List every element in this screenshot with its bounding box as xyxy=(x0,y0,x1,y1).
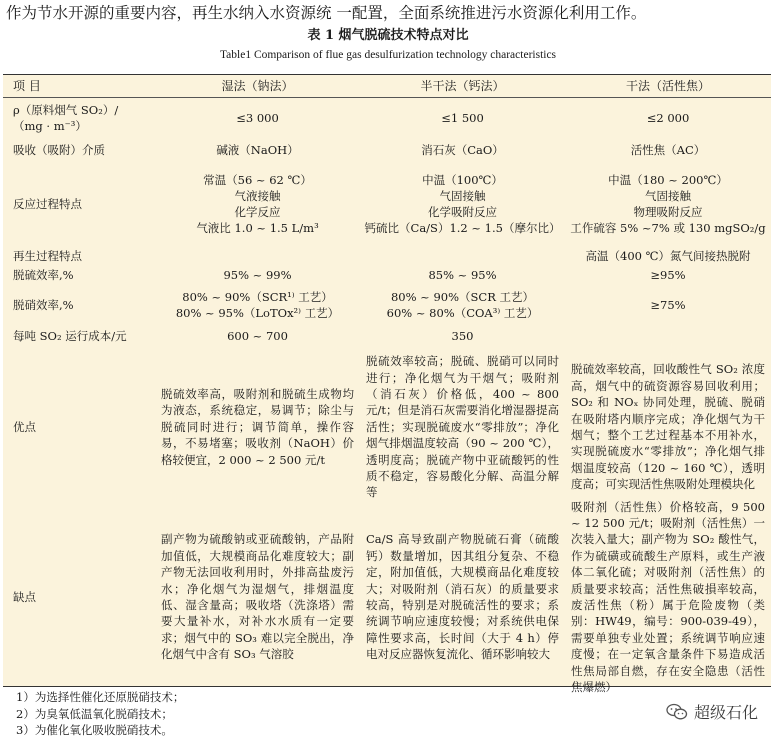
cell-text: 中温（100℃） xyxy=(422,173,503,187)
header-item: 项 目 xyxy=(13,79,41,93)
header-semi-dry-method: 半干法（钙法） xyxy=(420,79,505,93)
row-label xyxy=(3,265,155,284)
cell-text: 80% ~ 90%（SCR 工艺） xyxy=(390,290,535,304)
cell-wet-method xyxy=(155,265,360,284)
row-label xyxy=(3,162,155,246)
cell-semi-dry-method xyxy=(360,284,565,326)
footnote-3: 3）为催化氧化吸收脱硝技术。 xyxy=(16,723,173,737)
table-caption-zh: 表 1 烟气脱硫技术特点对比 xyxy=(307,28,469,43)
table-row xyxy=(3,246,771,265)
cell-text: 碱液（NaOH） xyxy=(216,143,299,157)
row-label-line: 缺点 xyxy=(13,590,36,604)
row-label xyxy=(3,138,155,162)
table-row xyxy=(3,284,771,326)
cell-text: ≤1 500 xyxy=(441,111,484,125)
cell-text: 副产物为硫酸钠或亚硫酸钠，产品附加值低，大规模商品化难度较大；副产物无法回收利用时，外排高盐废污水；净化烟气为湿烟气，排烟温度低、湿含量高；吸收塔（洗涤塔）需要大量补水，对补水水质有一定要求；烟气中的 SO₃ 难以完全脱出，净化烟气中含有 SO₃ 气溶胶 xyxy=(161,532,354,662)
cell-text: 95% ~ 99% xyxy=(223,267,292,282)
cell-semi-dry-method xyxy=(360,508,565,686)
cell-text: 350 xyxy=(451,329,474,343)
cell-semi-dry-method xyxy=(360,162,565,246)
cell-text: 气液接触 xyxy=(234,189,281,203)
wechat-icon xyxy=(666,703,688,721)
cell-wet-method xyxy=(155,138,360,162)
cell-text: Ca/S 高导致副产物脱硫石膏（硫酸钙）数量增加，因其组分复杂、不稳定，附加值低，大规模商品化难度较大；对吸附剂（消石灰）的质量要求较高，特别是对脱硫活性的要求；系统调节响应速度较慢；对系统供电保障性要求高，长时间（大于 4 h）停电对反应器恢复流化、循环影响较大 xyxy=(366,532,559,662)
cell-text: 80% ~ 95%（LoTOx²⁾ 工艺） xyxy=(175,306,340,320)
cell-text: 脱硫效率高，吸附剂和脱硫生成物均为液态，系统稳定，易调节；除尘与脱硫同时进行；调节简单，操作容易，不易堵塞；吸收剂（NaOH）价格较便宜，2 000 ~ 2 500 元/t xyxy=(161,386,354,467)
cell-text: 80% ~ 90%（SCR¹⁾ 工艺） xyxy=(182,290,333,304)
cell-text: 60% ~ 80%（COA³⁾ 工艺） xyxy=(386,306,539,320)
cell-wet-method xyxy=(155,346,360,508)
table-row xyxy=(3,346,771,508)
table-row xyxy=(3,326,771,346)
row-label xyxy=(3,326,155,346)
table-caption-en: Table1 Comparison of flue gas desulfurization technology characteristics xyxy=(219,49,557,61)
cell-semi-dry-method xyxy=(360,346,565,508)
cell-semi-dry-method xyxy=(360,98,565,138)
table-header-row xyxy=(3,75,771,98)
watermark xyxy=(666,700,758,723)
cell-wet-method xyxy=(155,246,360,265)
cell-text: 化学吸附反应 xyxy=(428,205,497,219)
cell-text: ≥95% xyxy=(650,267,686,282)
cell-wet-method xyxy=(155,284,360,326)
row-label-line: 脱硝效率,% xyxy=(13,298,74,312)
comparison-table xyxy=(3,74,771,695)
row-label-line: ρ（原料烟气 SO₂）/ xyxy=(13,103,119,117)
footnote-1: 1）为选择性催化还原脱硝技术； xyxy=(16,690,185,704)
cell-wet-method xyxy=(155,508,360,686)
row-label-line: 反应过程特点 xyxy=(13,197,82,211)
cell-dry-method xyxy=(565,138,771,162)
row-label xyxy=(3,508,155,686)
cell-wet-method xyxy=(155,162,360,246)
row-label-line: 吸收（吸附）介质 xyxy=(13,143,105,157)
table-row xyxy=(3,98,771,138)
cell-text: ≤3 000 xyxy=(236,111,279,125)
cell-text: 物理吸附反应 xyxy=(633,205,703,219)
cell-dry-method xyxy=(565,98,771,138)
cell-text: ≤2 000 xyxy=(646,111,690,125)
row-label xyxy=(3,98,155,138)
cell-semi-dry-method xyxy=(360,246,565,265)
cell-text: 工作硫容 5% ~7% 或 130 mgSO₂/g xyxy=(570,221,766,235)
row-label-line: 脱硫效率,% xyxy=(13,267,74,282)
row-label xyxy=(3,284,155,326)
cell-dry-method xyxy=(565,284,771,326)
watermark-text: 超级石化 xyxy=(693,703,758,722)
cell-text: 化学反应 xyxy=(234,205,281,219)
cell-text: 钙硫比（Ca/S）1.2 ~ 1.5（摩尔比） xyxy=(364,221,561,235)
row-label xyxy=(3,246,155,265)
footnotes xyxy=(16,689,184,739)
cell-text: 中温（180 ~ 200℃） xyxy=(608,173,728,187)
row-label-line: （mg · m⁻³） xyxy=(13,119,87,133)
cell-dry-method xyxy=(565,162,771,246)
cell-text: 600 ~ 700 xyxy=(227,329,288,343)
cell-text: ≥75% xyxy=(650,298,686,312)
cell-wet-method xyxy=(155,326,360,346)
row-label xyxy=(3,346,155,508)
cell-text: 脱硫效率较高，回收酸性气 SO₂ 浓度高，烟气中的硫资源容易回收利用；SO₂ 和 NOₓ 协同处理，脱硫、脱硝在吸附塔内顺序完成；净化烟气为干烟气；整个工艺过程基本不用补水，实现脱硫废水“零排放”；净化烟气排烟温度较高（120 ~ 160 ℃），透明度高；可实现活性焦吸附处理模块化 xyxy=(571,362,765,492)
cell-semi-dry-method xyxy=(360,138,565,162)
cell-text: 高温（400 ℃）氮气间接热脱附 xyxy=(585,248,751,263)
cell-text: 常温（56 ~ 62 ℃） xyxy=(203,173,312,187)
footnote-2: 2）为臭氧低温氧化脱硝技术； xyxy=(16,706,173,721)
table-row xyxy=(3,265,771,284)
cell-semi-dry-method xyxy=(360,265,565,284)
cell-dry-method xyxy=(565,346,771,508)
table-row xyxy=(3,138,771,162)
table-row xyxy=(3,499,771,695)
intro-paragraph: 作为节水开源的重要内容，再生水纳入水资源统 一配置，全面系统推进污水资源化利用工作。 xyxy=(6,4,647,22)
cell-dry-method xyxy=(565,499,771,695)
cell-text: 吸附剂（活性焦）价格较高，9 500 ~ 12 500 元/t；吸附剂（活性焦）一次装入量大；副产物为 SO₂ 酸性气，作为硫磺或硫酸生产原料，或生产液体二氧化硫；对吸附剂（活性焦）的质量要求较高；活性焦破損率较高，废活性焦（粉）属于危险废物（类别：HW49，编号：900-039-49），需要单独专业处置；系统调节响应速度慢；在一定氧含量条件下易造成活性焦局部自燃，存在安全隐患（活性焦爆燃） xyxy=(571,499,765,695)
cell-wet-method xyxy=(155,98,360,138)
cell-text: 气液比 1.0 ~ 1.5 L/m³ xyxy=(196,221,319,235)
cell-dry-method xyxy=(565,326,771,346)
table-row xyxy=(3,162,771,246)
cell-text: 85% ~ 95% xyxy=(428,267,497,282)
row-label-line: 优点 xyxy=(13,420,36,434)
cell-text: 消石灰（CaO） xyxy=(421,143,504,157)
header-dry-method: 干法（活性焦） xyxy=(625,79,710,93)
cell-text: 活性焦（AC） xyxy=(630,143,706,157)
row-label-line: 每吨 SO₂ 运行成本/元 xyxy=(13,329,127,343)
cell-text: 气固接触 xyxy=(645,189,691,203)
cell-dry-method xyxy=(565,265,771,284)
cell-text: 脱硫效率较高；脱硫、脱硝可以同时进行；净化烟气为干烟气；吸附剂（消石灰）价格低，400 ~ 800 元/t；但是消石灰需要消化增湿器提高活性；实现脱硫废水“零排放”；净化烟气排烟温度较高（90 ~ 200 ℃），透明度高；脱硫产物中亚硫酸钙的性质不稳定，容易酸化分解、高温分解等 xyxy=(366,354,559,500)
cell-dry-method xyxy=(565,246,771,265)
row-label-line: 再生过程特点 xyxy=(13,248,82,263)
header-wet-method: 湿法（钠法） xyxy=(221,79,294,93)
cell-semi-dry-method xyxy=(360,326,565,346)
cell-text: 气固接触 xyxy=(439,189,486,203)
